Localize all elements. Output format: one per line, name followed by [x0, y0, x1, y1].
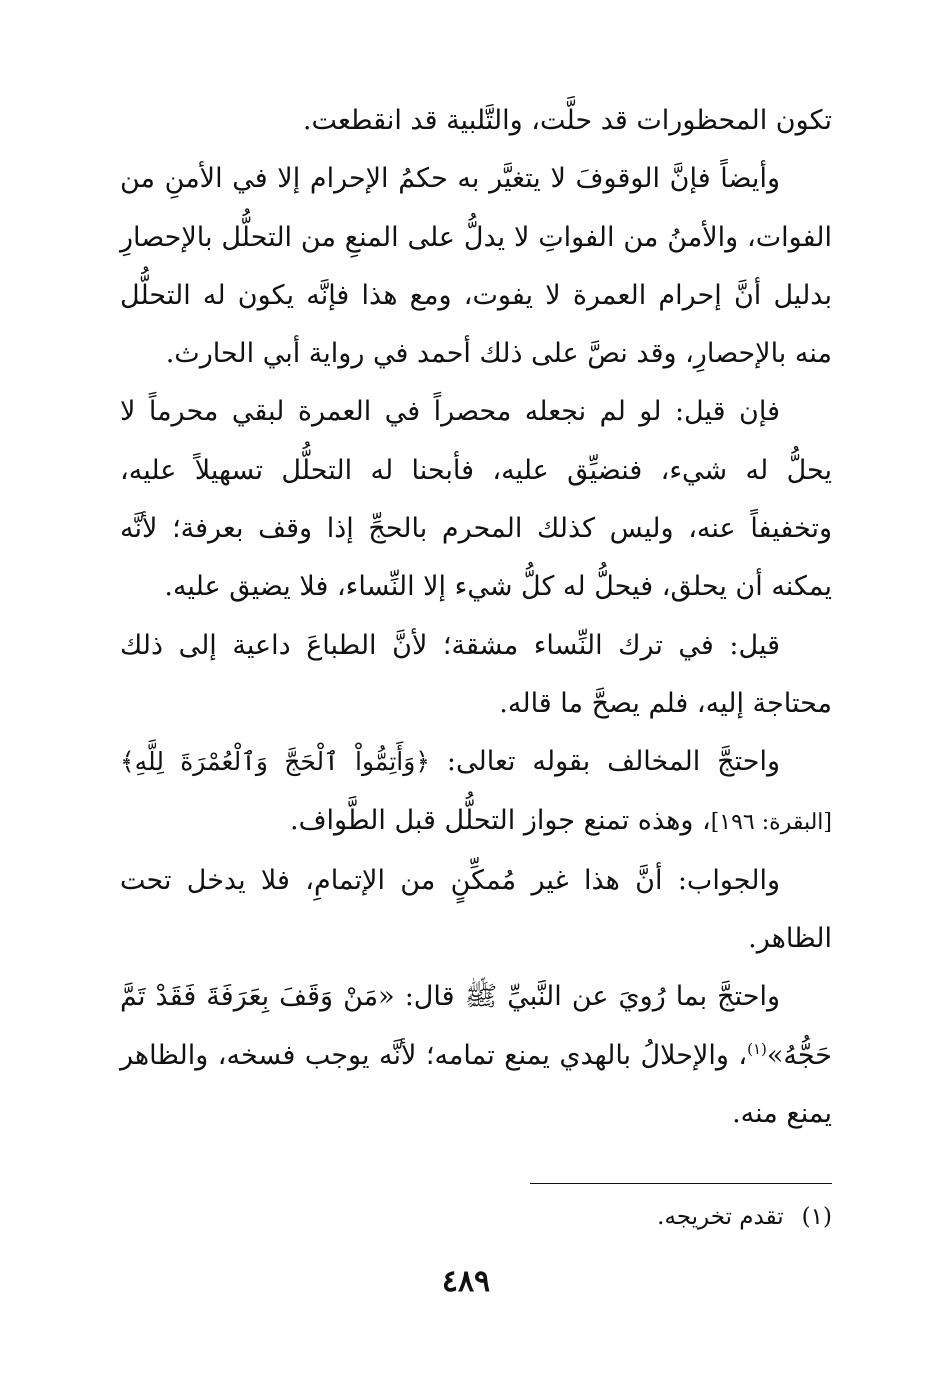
paragraph-7 — [120, 968, 832, 1143]
footnote-text: تقدم تخريجه. — [657, 1204, 784, 1230]
paragraph-5-rest: ، وهذه تمنع جواز التحلُّل قبل الطَّواف. — [289, 804, 711, 836]
footnote — [657, 1200, 832, 1234]
footnote-marker: (١) — [747, 1039, 767, 1058]
page-number: ٤٨٩ — [441, 1264, 491, 1299]
paragraph-4: قيل: في ترك النِّساء مشقة؛ لأنَّ الطباعَ داعية إلى ذلك محتاجة إليه، فلم يصحَّ ما قاله. — [120, 629, 832, 719]
paragraph-6: والجواب: أنَّ هذا غير مُمكِّنٍ من الإتمامِ، فلا يدخل تحت الظاهر. — [120, 864, 832, 955]
paragraph-3: فإن قيل: لو لم نجعله محصراً في العمرة لبقي محرماً لا يحلُّ له شيء، فنضيِّق عليه، فأبحنا له التحلُّل تسهيلاً عليه، وتخفيفاً عنه، وليس كذلك المحرم بالحجِّ إذا وقف بعرفة؛ لأنَّه يمكنه أن يحلق، فيحلُّ له كلُّ شيء إلا النِّساء، فلا يضيق عليه. — [120, 396, 832, 603]
quran-verse: ﴿وَأَتِمُّواْ ٱلْحَجَّ وَٱلْعُمْرَةَ لِلَّهِ﴾ — [120, 747, 430, 777]
paragraph-7-intro: واحتجَّ بما رُويَ عن النَّبيِّ ﷺ قال: «مَنْ وَقَفَ بِعَرَفَةَ فَقَدْ تَمَّ حَجُّهُ» — [120, 981, 832, 1071]
verse-reference: [البقرة: ١٩٦] — [710, 809, 832, 835]
paragraph-5 — [120, 733, 832, 852]
paragraph-5-intro: واحتجَّ المخالف بقوله تعالى: — [429, 746, 780, 778]
paragraph-2: وأيضاً فإنَّ الوقوفَ لا يتغيَّر به حكمُ الإحرام إلا في الأمنِ من الفوات، والأمنُ من الفواتِ لا يدلُّ على المنعِ من التحلُّل بالإحصارِ بدليل أنَّ إحرام العمرة لا يفوت، ومع هذا فإنَّه يكون له التحلُّل منه بالإحصارِ، وقد نصَّ على ذلك أحمد في رواية أبي الحارث. — [120, 163, 832, 370]
footnote-number: (١) — [801, 1204, 832, 1230]
footnote-divider — [530, 1183, 832, 1184]
main-text — [120, 92, 832, 1143]
paragraph-7-rest: ، والإحلالُ بالهدي يمنع تمامه؛ لأنَّه يوجب فسخه، والظاهر يمنع منه. — [120, 1039, 832, 1130]
paragraph-1: تكون المحظورات قد حلَّت، والتَّلبية قد انقطعت. — [302, 105, 832, 136]
